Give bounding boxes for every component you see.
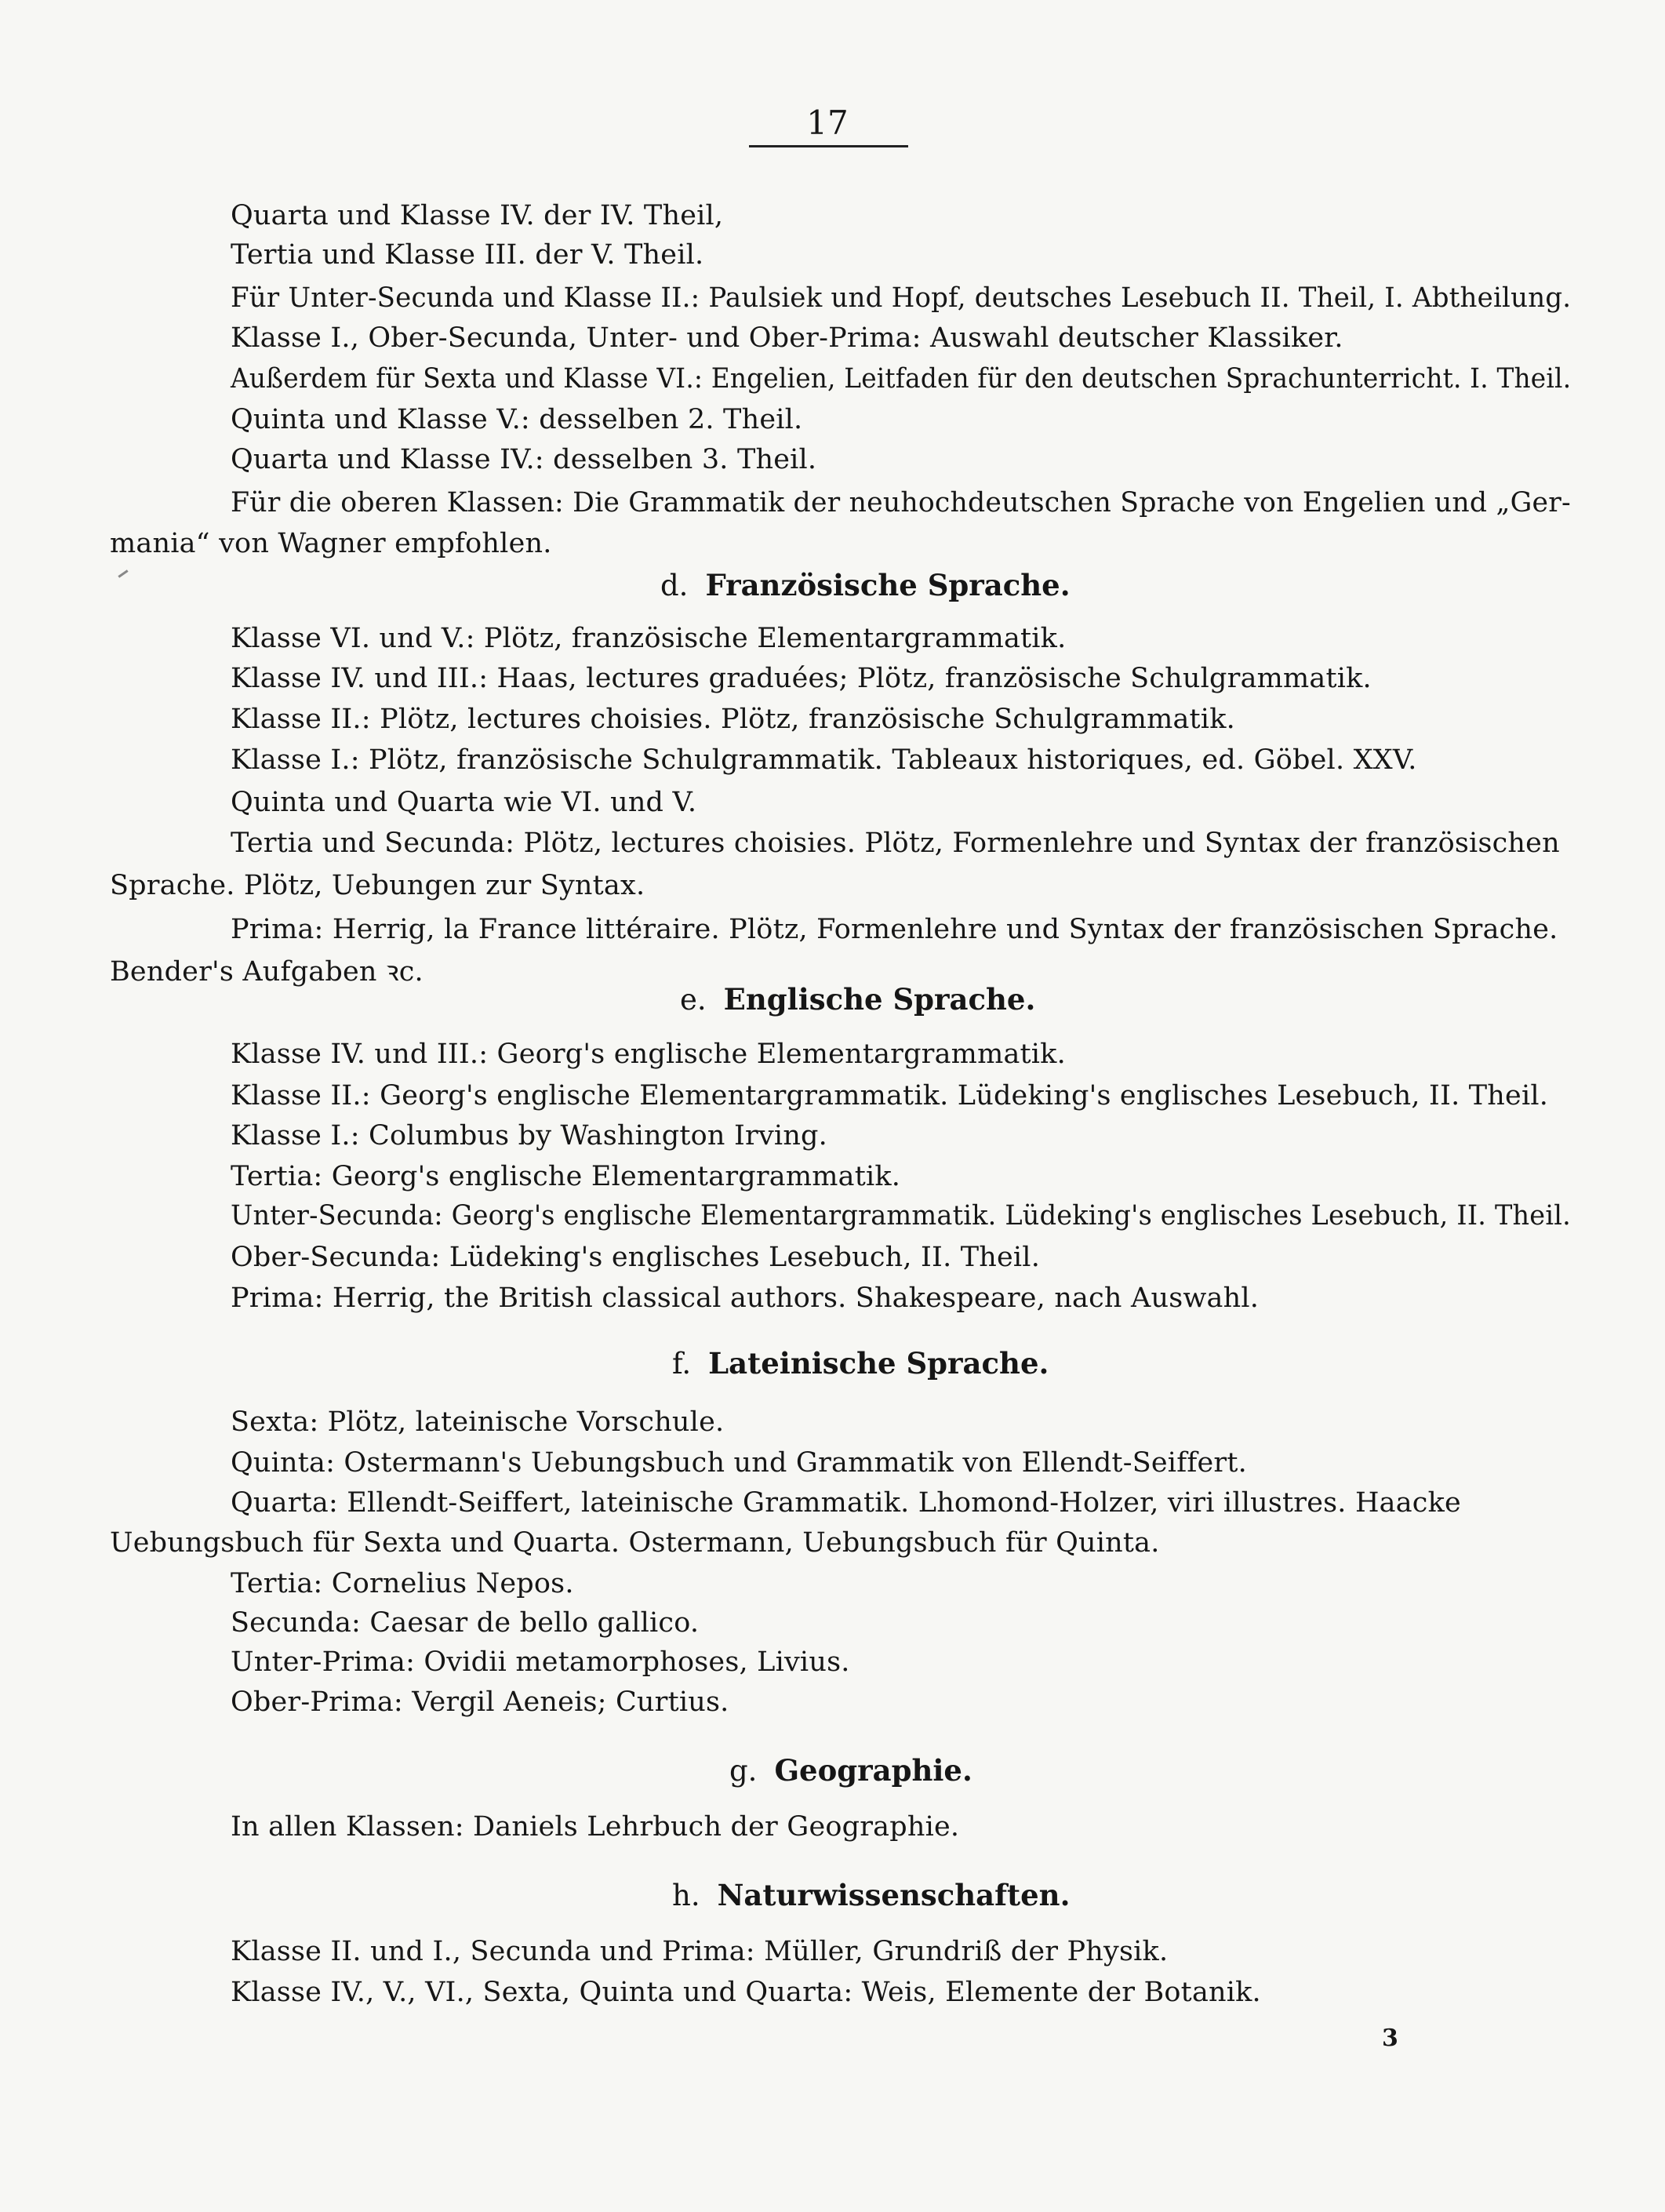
text-line: Quarta und Klasse IV. der IV. Theil, (231, 200, 724, 231)
section-letter: h. (672, 1879, 700, 1912)
text-line: Tertia und Secunda: Plötz, lectures choisies. Plötz, Formenlehre und Syntax der französischen (231, 828, 1560, 859)
text-line: Quinta: Ostermann's Uebungsbuch und Grammatik von Ellendt-Seiffert. (231, 1447, 1247, 1479)
section-title: Französische Sprache. (705, 568, 1071, 602)
text-line: Secunda: Caesar de bello gallico. (231, 1607, 700, 1639)
text-line: Sexta: Plötz, lateinische Vorschule. (231, 1406, 725, 1438)
text-line: Ober-Prima: Vergil Aeneis; Curtius. (231, 1686, 729, 1718)
text-line: mania“ von Wagner empfohlen. (110, 528, 552, 559)
section-heading-latin (672, 1344, 1049, 1383)
section-letter: g. (729, 1754, 758, 1788)
section-letter: d. (660, 569, 689, 602)
text-line: Klasse VI. und V.: Plötz, französische Elementargrammatik. (231, 623, 1067, 654)
section-heading-natural-sciences (672, 1876, 1070, 1915)
text-line: Unter-Prima: Ovidii metamorphoses, Livius. (231, 1646, 850, 1678)
text-line: Bender's Aufgaben ꝛc. (110, 956, 424, 988)
page-number: 17 (806, 104, 849, 142)
text-line: Prima: Herrig, the British classical authors. Shakespeare, nach Auswahl. (231, 1282, 1260, 1314)
text-line: Klasse II.: Georg's englische Elementargrammatik. Lüdeking's englisches Lesebuch, II. Theil. (231, 1080, 1549, 1111)
text-line: Klasse IV. und III.: Haas, lectures graduées; Plötz, französische Schulgrammatik. (231, 663, 1372, 694)
section-title: Geographie. (774, 1753, 972, 1788)
text-line: Quarta: Ellendt-Seiffert, lateinische Grammatik. Lhomond-Holzer, viri illustres. Haacke (231, 1487, 1461, 1519)
text-line: Sprache. Plötz, Uebungen zur Syntax. (110, 870, 645, 901)
text-line: Quarta und Klasse IV.: desselben 3. Theil. (231, 444, 817, 475)
printer-signature: 3 (1382, 2025, 1398, 2052)
section-title: Naturwissenschaften. (717, 1878, 1071, 1912)
section-heading-french (660, 566, 1071, 605)
text-line: Für die oberen Klassen: Die Grammatik der neuhochdeutschen Sprache von Engelien und „Ger- (231, 487, 1571, 518)
section-heading-english (680, 980, 1035, 1019)
text-line: Tertia und Klasse III. der V. Theil. (231, 239, 704, 271)
text-line: Klasse II. und I., Secunda und Prima: Müller, Grundriß der Physik. (231, 1936, 1169, 1967)
text-line: Klasse IV., V., VI., Sexta, Quinta und Quarta: Weis, Elemente der Botanik. (231, 1977, 1261, 2008)
text-line: Quinta und Quarta wie VI. und V. (231, 787, 697, 818)
section-title: Lateinische Sprache. (708, 1346, 1049, 1381)
text-line: Tertia: Cornelius Nepos. (231, 1568, 574, 1599)
stray-mark (118, 569, 128, 577)
section-letter: f. (672, 1347, 692, 1381)
text-line: Klasse I., Ober-Secunda, Unter- und Ober-Prima: Auswahl deutscher Klassiker. (231, 322, 1343, 354)
text-line: Klasse II.: Plötz, lectures choisies. Plötz, französische Schulgrammatik. (231, 704, 1235, 735)
text-line: Klasse I.: Columbus by Washington Irving. (231, 1120, 827, 1151)
text-line: Quinta und Klasse V.: desselben 2. Theil. (231, 404, 803, 435)
text-line: Uebungsbuch für Sexta und Quarta. Ostermann, Uebungsbuch für Quinta. (110, 1527, 1160, 1559)
text-line: Für Unter-Secunda und Klasse II.: Paulsiek und Hopf, deutsches Lesebuch II. Theil, I. Abtheilung. (231, 282, 1572, 314)
text-line: Klasse IV. und III.: Georg's englische Elementargrammatik. (231, 1039, 1066, 1070)
section-letter: e. (680, 983, 707, 1017)
text-line: Ober-Secunda: Lüdeking's englisches Lesebuch, II. Theil. (231, 1242, 1041, 1273)
text-line: Klasse I.: Plötz, französische Schulgrammatik. Tableaux historiques, ed. Göbel. XXV. (231, 744, 1417, 776)
header-rule (749, 145, 908, 147)
section-heading-geography (729, 1752, 972, 1790)
text-line: Außerdem für Sexta und Klasse VI.: Engelien, Leitfaden für den deutschen Sprachunterricht. I. Theil. (231, 363, 1572, 395)
text-line: Prima: Herrig, la France littéraire. Plötz, Formenlehre und Syntax der französischen Sprache. (231, 914, 1558, 945)
text-line: Tertia: Georg's englische Elementargrammatik. (231, 1161, 901, 1192)
section-title: Englische Sprache. (723, 982, 1036, 1017)
text-line: Unter-Secunda: Georg's englische Elementargrammatik. Lüdeking's englisches Lesebuch, II. Theil. (231, 1200, 1572, 1232)
text-line: In allen Klassen: Daniels Lehrbuch der Geographie. (231, 1811, 960, 1843)
